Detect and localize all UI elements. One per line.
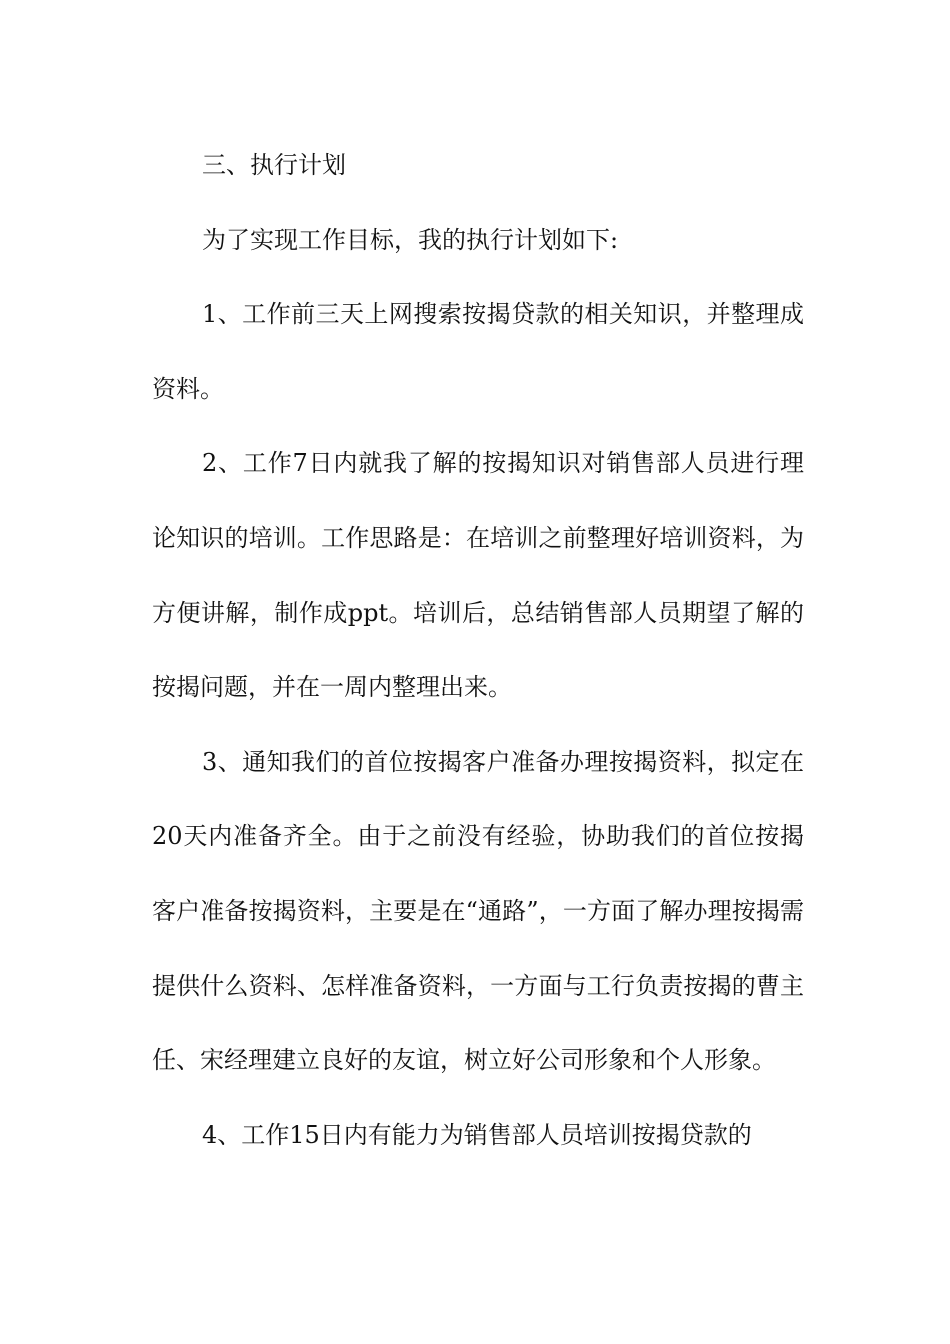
paragraph-item-4: 4、工作15日内有能力为销售部人员培训按揭贷款的 — [202, 1120, 752, 1149]
paragraph-item-1: 1、工作前三天上网搜索按揭贷款的相关知识，并整理成资料。 — [152, 300, 804, 403]
paragraph-intro: 为了实现工作目标，我的执行计划如下: — [202, 225, 619, 254]
section-heading: 三、执行计划 — [202, 151, 346, 179]
document-body — [152, 128, 804, 1172]
paragraph-item-3: 3、通知我们的首位按揭客户准备办理按揭资料，拟定在20天内准备齐全。由于之前没有经验，协助我们的首位按揭客户准备按揭资料，主要是在“通路”，一方面了解办理按揭需提供什么资料、怎样准备资料，一方面与工行负责按揭的曹主任、宋经理建立良好的友谊，树立好公司形象和个人形象。 — [152, 747, 804, 1075]
paragraph-item-2: 2、工作7日内就我了解的按揭知识对销售部人员进行理论知识的培训。工作思路是：在培训之前整理好培训资料，为方便讲解，制作成ppt。培训后，总结销售部人员期望了解的按揭问题，并在一周内整理出来。 — [152, 449, 804, 702]
